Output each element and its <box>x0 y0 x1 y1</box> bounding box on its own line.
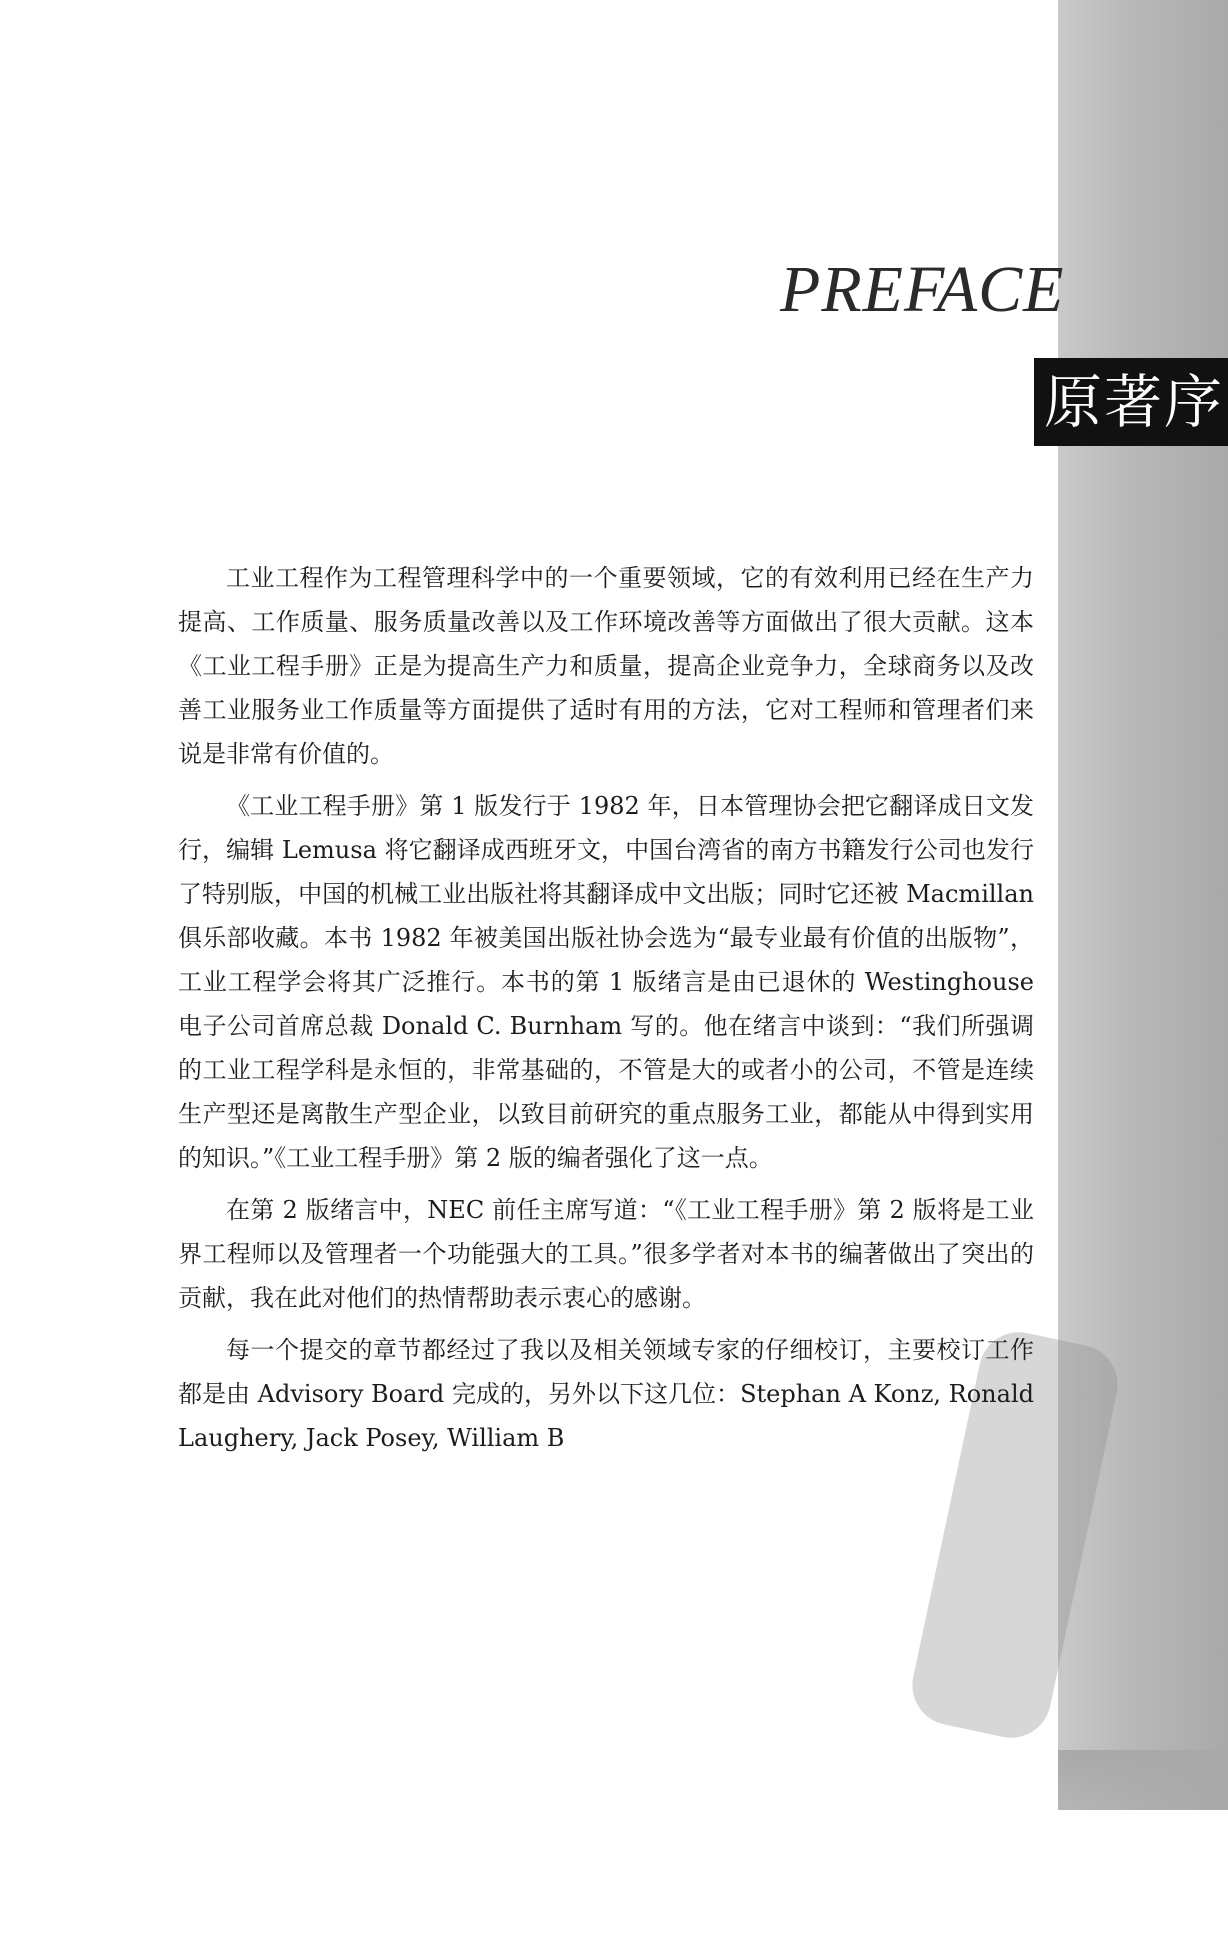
preface-body <box>178 556 1034 1468</box>
paragraph-1: 工业工程作为工程管理科学中的一个重要领域，它的有效利用已经在生产力提高、工作质量、服务质量改善以及工作环境改善等方面做出了很大贡献。这本《工业工程手册》正是为提高生产力和质量，提高企业竞争力，全球商务以及改善工业服务业工作质量等方面提供了适时有用的方法，它对工程师和管理者们来说是非常有价值的。 <box>178 564 1034 768</box>
english-title: PREFACE <box>780 253 1065 326</box>
chinese-title: 原著序 <box>1044 368 1225 436</box>
paragraph-3: 在第 2 版绪言中，NEC 前任主席写道：“《工业工程手册》第 2 版将是工业界工程师以及管理者一个功能强大的工具。”很多学者对本书的编著做出了突出的贡献，我在此对他们的热情帮助表示衷心的感谢。 <box>178 1196 1034 1312</box>
paragraph-4: 每一个提交的章节都经过了我以及相关领域专家的仔细校订，主要校订工作都是由 Advisory Board 完成的，另外以下这几位：Stephan A Konz, Ronald Laughery, Jack Posey, William B <box>178 1336 1034 1452</box>
paragraph-2: 《工业工程手册》第 1 版发行于 1982 年，日本管理协会把它翻译成日文发行，编辑 Lemusa 将它翻译成西班牙文，中国台湾省的南方书籍发行公司也发行了特别版，中国的机械工业出版社将其翻译成中文出版；同时它还被 Macmillan 俱乐部收藏。本书 1982 年被美国出版社协会选为“最专业最有价值的出版物”，工业工程学会将其广泛推行。本书的第 1 版绪言是由已退休的 Westinghouse 电子公司首席总裁 Donald C. Burnham 写的。他在绪言中谈到：“我们所强调的工业工程学科是永恒的，非常基础的，不管是大的或者小的公司，不管是连续生产型还是离散生产型企业，以致目前研究的重点服务工业，都能从中得到实用的知识。”《工业工程手册》第 2 版的编者强化了这一点。 <box>178 792 1034 1172</box>
